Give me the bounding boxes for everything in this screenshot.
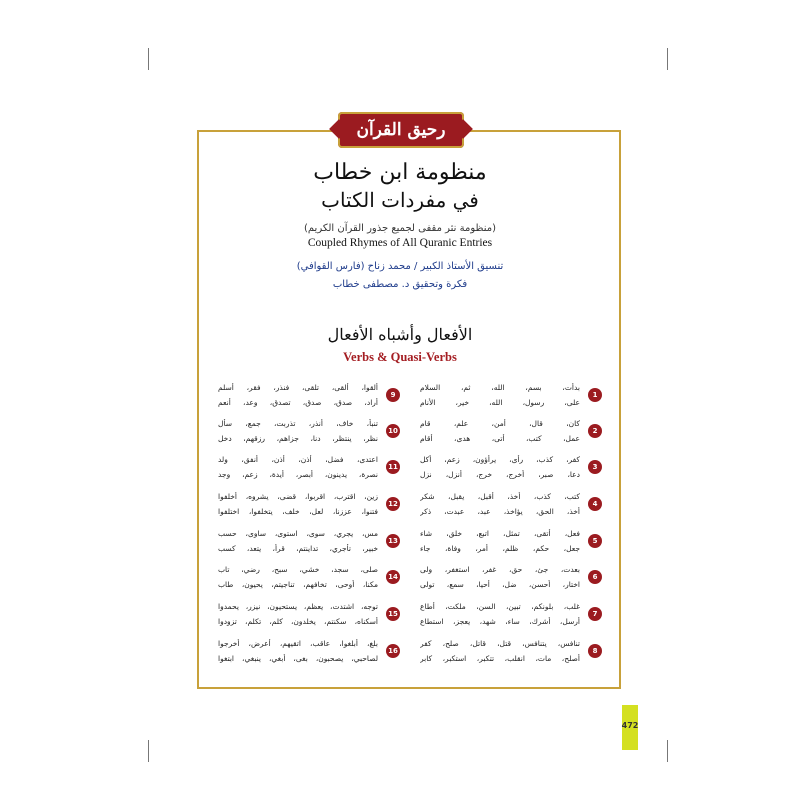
entry-line-1: زين، اقترب، اقربوا، قضى، يشروه، أخلفوا: [218, 492, 378, 501]
entry-line-2: أسكناه، سكنتم، يخلدون، كلم، تكلم، تزودوا: [218, 617, 378, 626]
entry-8: [422, 637, 602, 671]
crop-mark: [667, 48, 668, 70]
entry-number-badge: 11: [386, 460, 400, 474]
entry-line-1: كتب، كذب، أخذ، أقبل، يقبل، شكر: [420, 492, 580, 501]
credit-author: فكرة وتحقيق د. مصطفى خطاب: [332, 279, 468, 290]
entry-number-badge: 15: [386, 607, 400, 621]
subtitle-english: Coupled Rhymes of All Quranic Entries: [307, 237, 493, 249]
entry-number-badge: 16: [386, 644, 400, 658]
entry-line-2: على، رسول، الله، خير، الأنام: [420, 398, 580, 407]
entry-number-badge: 6: [588, 570, 602, 584]
entry-2: [422, 417, 602, 451]
entry-line-1: تنبأ، خاف، أنذر، تذربت، جمع، سأل: [218, 419, 378, 428]
entry-line-2: أخذ، الحق، يؤاخذ، عبد، عبدت، ذكر: [420, 507, 580, 516]
entry-line-1: بعدت، جئ، حق، غفر، استغفر، ولى: [420, 565, 580, 574]
entry-line-1: صلى، سجد، خشي، سبح، رضي، تاب: [218, 565, 378, 574]
banner-title: رحيق القرآن: [338, 112, 464, 148]
entry-line-1: اعتدى، فضل، أذن، أذن، أنفق، ولد: [218, 455, 378, 464]
entry-line-2: جعل، حكم، ظلم، أمر، وفاة، جاء: [420, 544, 580, 553]
crop-mark: [148, 740, 149, 762]
entry-line-1: مس، يجري، سوى، استوى، ساوى، حسب: [218, 529, 378, 538]
entry-11: [220, 453, 400, 487]
entry-4: [422, 490, 602, 524]
section-title-arabic: الأفعال وأشباه الأفعال: [327, 325, 473, 344]
entry-15: [220, 600, 400, 634]
entry-number-badge: 13: [386, 534, 400, 548]
entry-number-badge: 10: [386, 424, 400, 438]
entry-number-badge: 1: [588, 388, 602, 402]
entry-7: [422, 600, 602, 634]
entry-line-2: دعا، صبر، أخرج، خرج، أنزل، نزل: [420, 470, 580, 479]
entry-14: [220, 563, 400, 597]
entry-line-2: نظر، ينتظر، دنا، جزاهم، رزقهم، دخل: [218, 434, 378, 443]
entry-line-1: غلب، بلونكم، تبين، السن، ملكت، أطاع: [420, 602, 580, 611]
entry-12: [220, 490, 400, 524]
entry-line-2: نصرة، يدينون، أبصر، أيدة، زعم، وجد: [218, 470, 378, 479]
entry-line-1: تنافس، يتنافس، قتل، قاتل، صلح، كفر: [420, 639, 580, 648]
entry-line-1: بلغ، أبلغوا، عاقب، اتقيهم، أعرض، أخرجوا: [218, 639, 378, 648]
credit-coordinator: تنسيق الأستاذ الكبير / محمد زناح (فارس القوافي): [296, 261, 504, 272]
entry-line-2: أصلح، مات، انقلب، تتكبر، استكبر، كابر: [420, 654, 580, 663]
entry-line-1: فعل، أتقى، تمثل، اتبع، خلق، شاء: [420, 529, 580, 538]
entry-line-2: لصاحبي، يصحبون، بغى، أبغي، ينبغي، ابتغوا: [218, 654, 378, 663]
entry-line-2: مكنا، أوحى، تخافهم، تناجيتم، يحيون، طاب: [218, 580, 378, 589]
entry-number-badge: 12: [386, 497, 400, 511]
entry-3: [422, 453, 602, 487]
subtitle-arabic: (منظومة نثر مقفى لجميع جذور القرآن الكريم): [303, 223, 496, 234]
entry-line-1: كان، قال، أمن، علم، قام: [420, 419, 580, 428]
entry-line-2: فتنوا، عززنا، لعل، خلف، يتخلفوا، اختلفوا: [218, 507, 378, 516]
entry-number-badge: 8: [588, 644, 602, 658]
crop-mark: [667, 740, 668, 762]
section-title-english: Verbs & Quasi-Verbs: [343, 350, 457, 364]
entry-number-badge: 2: [588, 424, 602, 438]
entry-number-badge: 3: [588, 460, 602, 474]
entry-number-badge: 14: [386, 570, 400, 584]
entry-10: [220, 417, 400, 451]
main-title-line2: في مفردات الكتاب: [321, 188, 479, 212]
entry-16: [220, 637, 400, 671]
entry-line-2: عمل، كتب، أتى، هدى، أقام: [420, 434, 580, 443]
entry-9: [220, 381, 400, 415]
entry-line-2: اختار، أحسن، ضل، أحيا، سمع، تولى: [420, 580, 580, 589]
entry-13: [220, 527, 400, 561]
entry-line-1: ألقوا، ألقى، تلقى، فنذر، فقر، أسلم: [218, 383, 378, 392]
crop-mark: [148, 48, 149, 70]
entry-line-2: أرسل، أشرك، ساء، شهد، يعجز، استطاع: [420, 617, 580, 626]
entry-6: [422, 563, 602, 597]
page-number-tab: 472: [622, 705, 638, 750]
entry-line-2: خبير، تأجري، تداينتم، قرأ، يتعد، كسب: [218, 544, 378, 553]
entry-line-1: توجه، اشتدت، يعظم، يستحيون، نيزر، يحمدوا: [218, 602, 378, 611]
entry-number-badge: 4: [588, 497, 602, 511]
entry-number-badge: 5: [588, 534, 602, 548]
entry-line-1: كفر، كذب، رأى، يرأؤون، زعم، أكل: [420, 455, 580, 464]
entry-line-1: بدأت، بسم، الله، ثم، السلام: [420, 383, 580, 392]
entry-number-badge: 9: [386, 388, 400, 402]
main-title-line1: منظومة ابن خطاب: [313, 160, 487, 185]
entry-line-2: أراد، صدق، صدق، تصدق، وعد، أنعم: [218, 398, 378, 407]
entry-number-badge: 7: [588, 607, 602, 621]
entry-1: [422, 381, 602, 415]
entry-5: [422, 527, 602, 561]
